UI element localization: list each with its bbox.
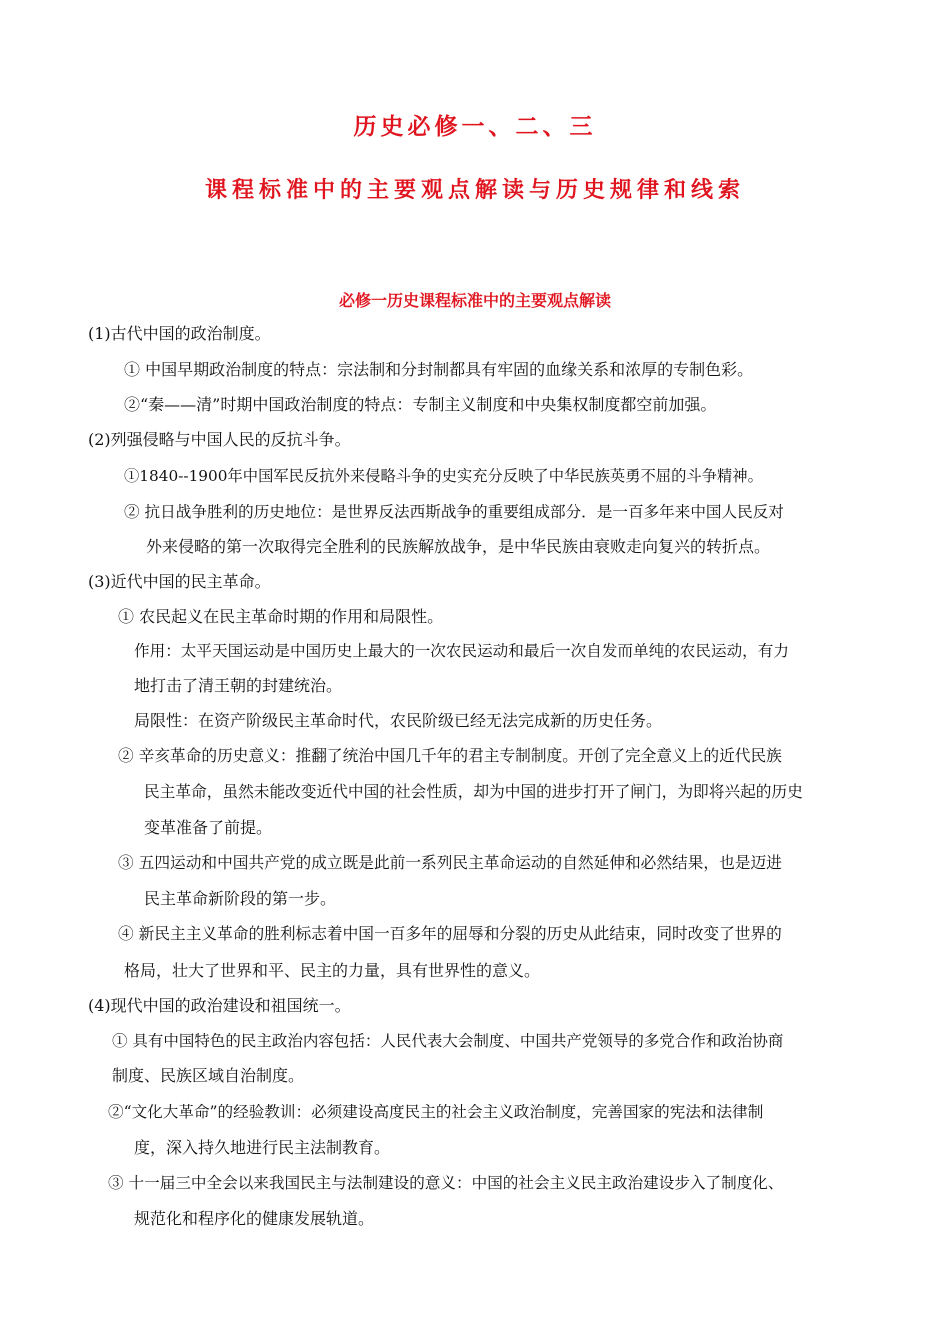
paragraph-line: ②“秦——清”时期中国政治制度的特点：专制主义制度和中央集权制度都空前加强。: [124, 395, 717, 414]
paragraph-line: ① 农民起义在民主革命时期的作用和局限性。: [118, 607, 444, 626]
paragraph-line: ① 中国早期政治制度的特点：宗法制和分封制都具有牢固的血缘关系和浓厚的专制色彩。: [124, 360, 754, 379]
paragraph-line: ② 抗日战争胜利的历史地位：是世界反法西斯战争的重要组成部分．是一百多年来中国人民反对: [124, 503, 784, 521]
heading-item-1: (1)古代中国的政治制度。: [88, 324, 271, 343]
document-subtitle: 课程标准中的主要观点解读与历史规律和线索: [204, 178, 745, 203]
paragraph-line: 度，深入持久地进行民主法制教育。: [134, 1138, 391, 1157]
paragraph-line: 局限性：在资产阶级民主革命时代，农民阶级已经无法完成新的历史任务。: [134, 711, 663, 730]
heading-item-4: (4)现代中国的政治建设和祖国统一。: [88, 996, 351, 1015]
paragraph-line: ① 具有中国特色的民主政治内容包括：人民代表大会制度、中国共产党领导的多党合作和政治协商: [112, 1032, 784, 1050]
paragraph-line: 作用：太平天国运动是中国历史上最大的一次农民运动和最后一次自发而单纯的农民运动，有力: [134, 642, 789, 660]
paragraph-line: 外来侵略的第一次取得完全胜利的民族解放战争，是中华民族由衰败走向复兴的转折点。: [146, 537, 771, 556]
paragraph-line: ③ 五四运动和中国共产党的成立既是此前一系列民主革命运动的自然延伸和必然结果，也是迈进: [118, 853, 782, 872]
paragraph-line: 制度、民族区域自治制度。: [112, 1066, 305, 1085]
paragraph-line: ③ 十一届三中全会以来我国民主与法制建设的意义：中国的社会主义民主政治建设步入了制度化、: [108, 1174, 784, 1192]
paragraph-line: 变革准备了前提。: [144, 818, 273, 837]
section-heading: 必修一历史课程标准中的主要观点解读: [338, 291, 611, 310]
heading-item-2: (2)列强侵略与中国人民的反抗斗争。: [88, 430, 351, 449]
paragraph-line: 规范化和程序化的健康发展轨道。: [134, 1209, 375, 1228]
paragraph-line: 地打击了清王朝的封建统治。: [134, 676, 343, 695]
document-title: 历史必修一、二、三: [353, 114, 597, 140]
paragraph-line: ② 辛亥革命的历史意义：推翻了统治中国几千年的君主专制制度。开创了完全意义上的近代民族: [118, 746, 782, 765]
paragraph-line: 格局，壮大了世界和平、民主的力量，具有世界性的意义。: [124, 961, 541, 980]
paragraph-line: ①1840--1900年中国军民反抗外来侵略斗争的史实充分反映了中华民族英勇不屈的斗争精神。: [124, 467, 763, 485]
paragraph-line: ②“文化大革命”的经验教训：必须建设高度民主的社会主义政治制度，完善国家的宪法和法律制: [108, 1103, 764, 1121]
paragraph-line: ④ 新民主主义革命的胜利标志着中国一百多年的屈辱和分裂的历史从此结束，同时改变了世界的: [118, 924, 782, 943]
heading-item-3: (3)近代中国的民主革命。: [88, 572, 271, 591]
paragraph-line: 民主革命新阶段的第一步。: [144, 889, 337, 908]
paragraph-line: 民主革命，虽然未能改变近代中国的社会性质，却为中国的进步打开了闸门，为即将兴起的历史: [144, 782, 803, 801]
